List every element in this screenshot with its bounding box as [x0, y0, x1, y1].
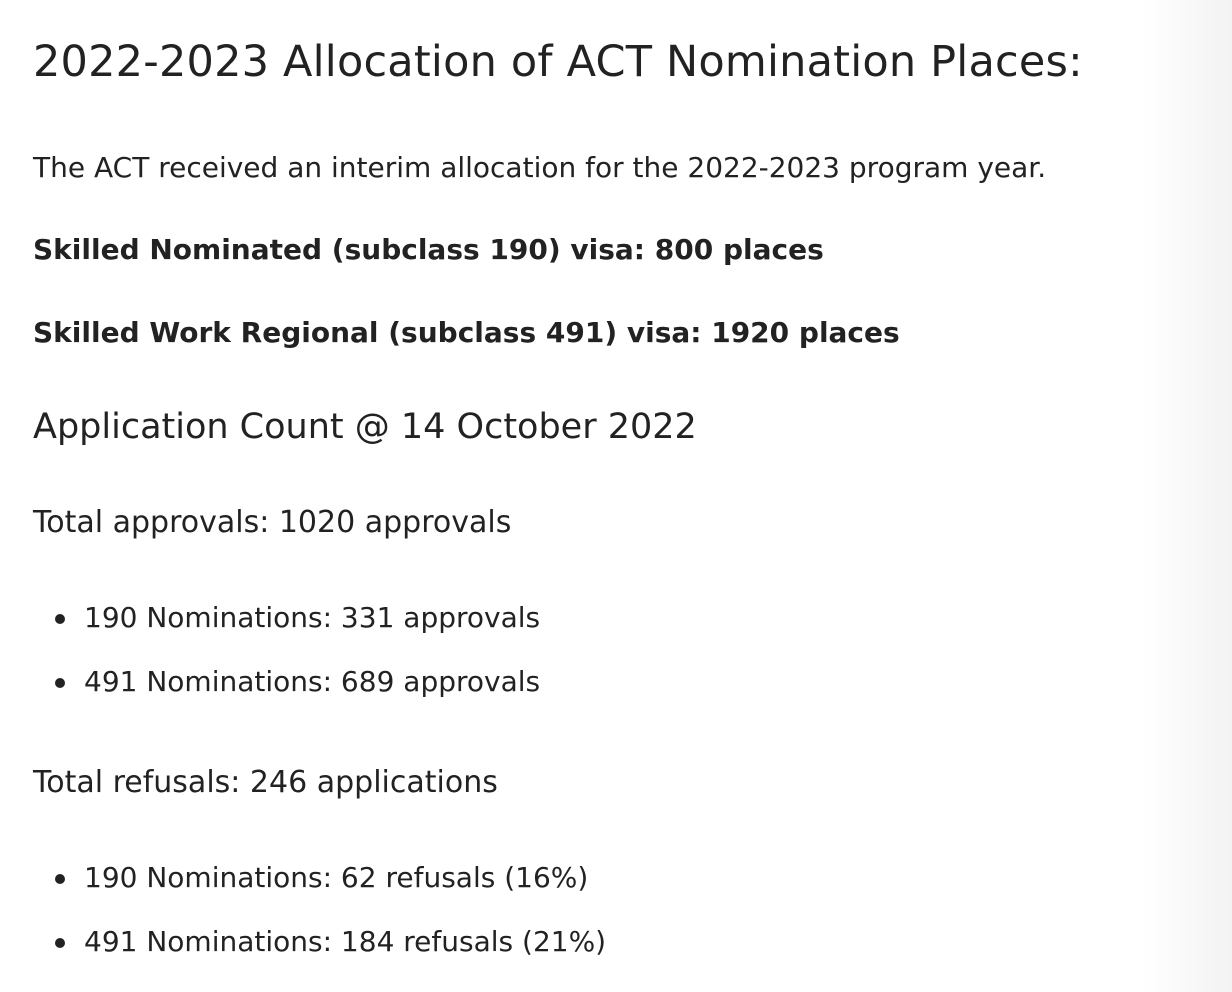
visa-190-allocation: Skilled Nominated (subclass 190) visa: 800 places — [33, 233, 824, 266]
page-title: 2022-2023 Allocation of ACT Nomination Places: — [33, 37, 1083, 87]
refusal-190-text: 190 Nominations: 62 refusals (16%) — [84, 861, 589, 894]
list-item — [55, 662, 540, 726]
page-edge-shadow — [1142, 0, 1232, 992]
list-item — [55, 858, 606, 922]
list-item — [55, 598, 540, 662]
bullet-icon — [55, 614, 65, 624]
approval-491-text: 491 Nominations: 689 approvals — [84, 665, 541, 698]
bullet-icon — [55, 938, 65, 948]
application-count-heading: Application Count @ 14 October 2022 — [33, 407, 697, 447]
total-approvals: Total approvals: 1020 approvals — [33, 505, 512, 540]
refusals-list — [55, 858, 606, 986]
visa-491-allocation: Skilled Work Regional (subclass 491) visa: 1920 places — [33, 316, 900, 349]
intro-paragraph: The ACT received an interim allocation for the 2022-2023 program year. — [33, 151, 1047, 184]
approval-190-text: 190 Nominations: 331 approvals — [84, 601, 541, 634]
approvals-list — [55, 598, 540, 726]
list-item — [55, 922, 606, 986]
bullet-icon — [55, 874, 65, 884]
refusal-491-text: 491 Nominations: 184 refusals (21%) — [84, 925, 607, 958]
bullet-icon — [55, 678, 65, 688]
total-refusals: Total refusals: 246 applications — [33, 765, 498, 800]
